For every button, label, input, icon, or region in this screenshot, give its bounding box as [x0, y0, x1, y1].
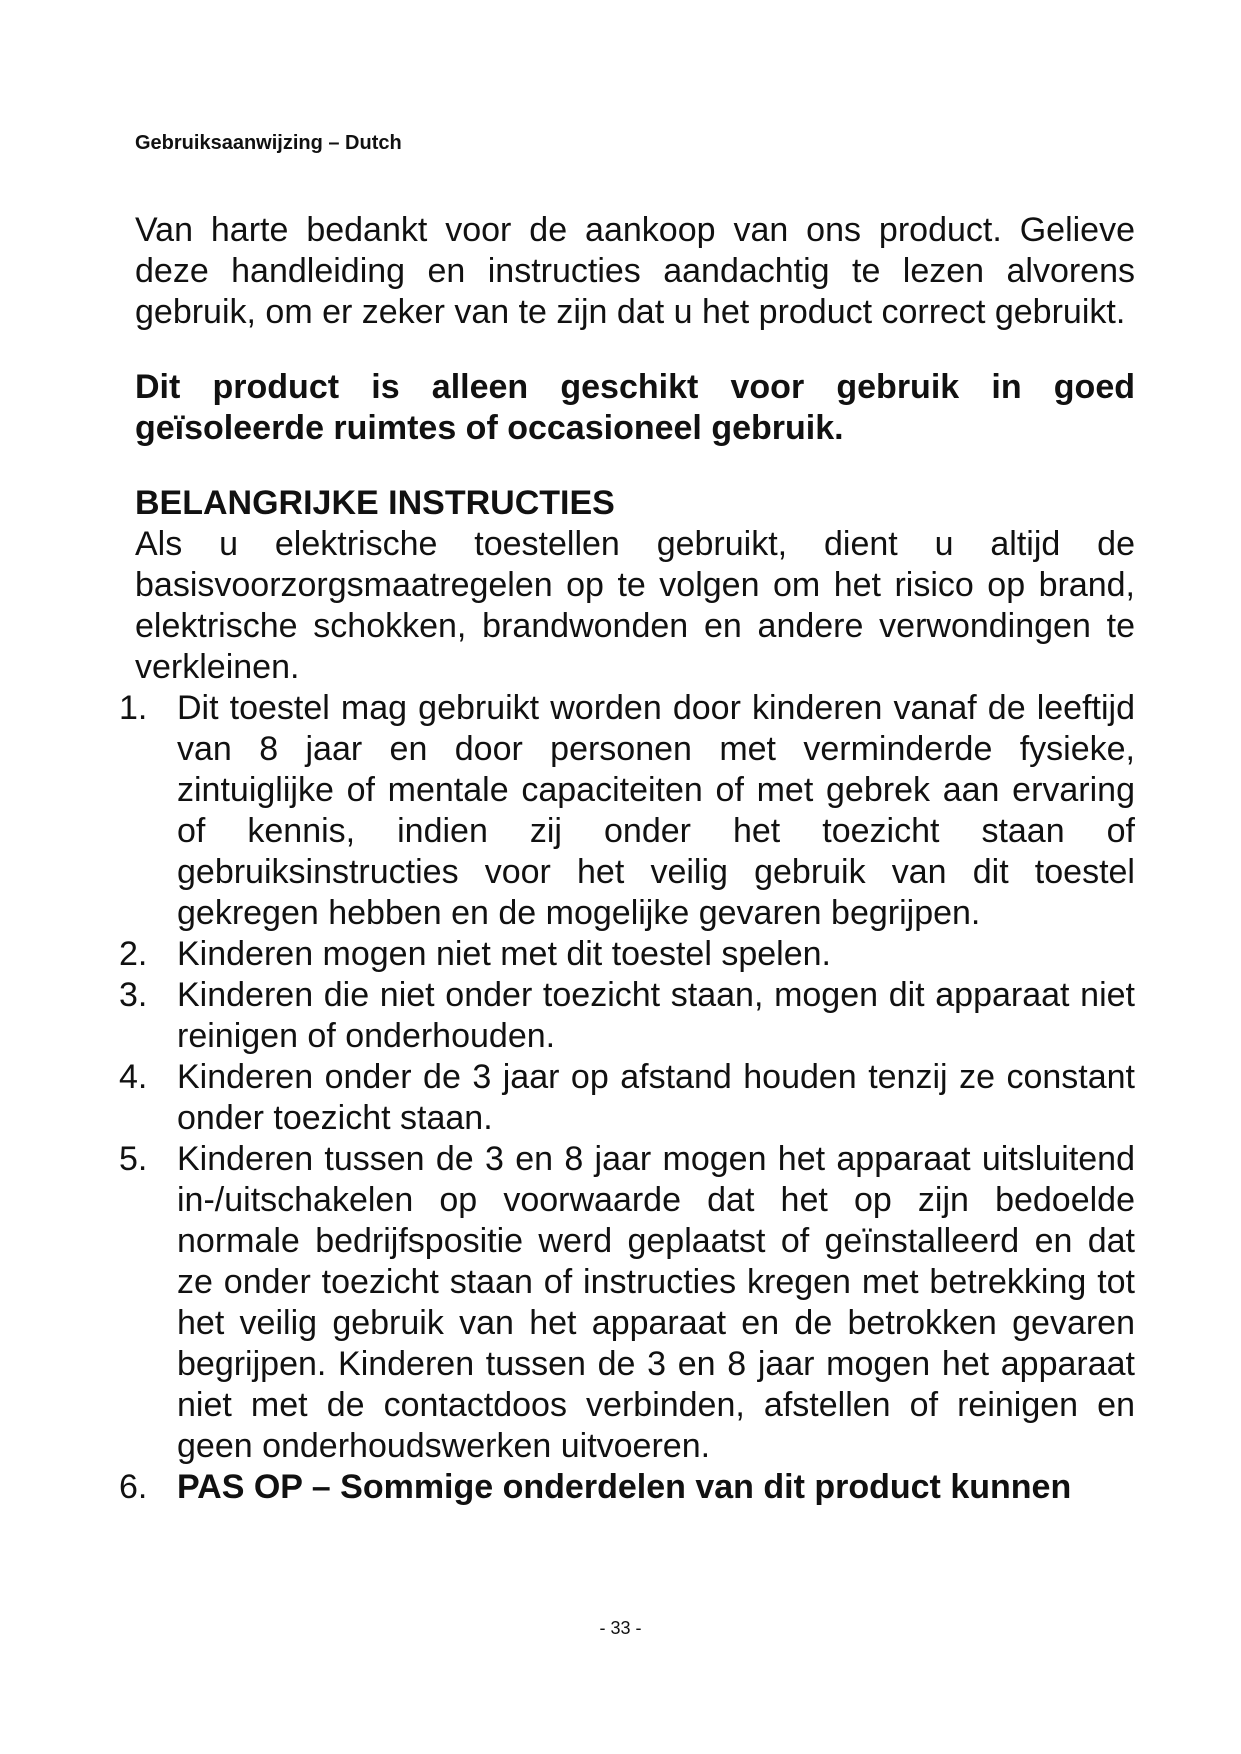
list-item [119, 934, 1135, 975]
warning-paragraph: Dit product is alleen geschikt voor gebruik in goed geïsoleerde ruimtes of occasioneel gebruik. [135, 368, 1135, 447]
list-item [119, 1139, 1135, 1467]
list-item [119, 975, 1135, 1057]
list-item-number: 3. [119, 976, 148, 1014]
list-item-number: 1. [119, 689, 148, 727]
instructions-list [119, 688, 1135, 1508]
list-item [119, 1467, 1135, 1508]
list-item-text: Kinderen mogen niet met dit toestel spelen. [177, 935, 831, 973]
list-item [119, 688, 1135, 934]
section-title: BELANGRIJKE INSTRUCTIES [135, 484, 615, 522]
list-item-text: Kinderen onder de 3 jaar op afstand houden tenzij ze constant onder toezicht staan. [177, 1058, 1135, 1137]
list-item [119, 1057, 1135, 1139]
list-item-text: Dit toestel mag gebruikt worden door kinderen vanaf de leeftijd van 8 jaar en door personen met verminderde fysieke, zintuiglijke of mentale capaciteiten of met gebrek aan ervaring of kennis, indien zij onder het toezicht staan of gebruiksinstructies voor het veilig gebruik van dit toestel gekregen hebben en de mogelijke gevaren begrijpen. [177, 689, 1135, 932]
section-intro-paragraph: Als u elektrische toestellen gebruikt, dient u altijd de basisvoorzorgsmaatregelen op te volgen om het risico op brand, elektrische schokken, brandwonden en andere verwondingen te verkleinen. [135, 525, 1135, 686]
list-item-text: Kinderen tussen de 3 en 8 jaar mogen het apparaat uitsluitend in-/uitschakelen op voorwaarde dat het op zijn bedoelde normale bedrijfspositie werd geplaatst of geïnstalleerd en dat ze onder toezicht staan of instructies kregen met betrekking tot het veilig gebruik van het apparaat en de betrokken gevaren begrijpen. Kinderen tussen de 3 en 8 jaar mogen het apparaat niet met de contactdoos verbinden, afstellen of reinigen en geen onderhoudswerken uitvoeren. [177, 1140, 1135, 1465]
intro-paragraph: Van harte bedankt voor de aankoop van ons product. Gelieve deze handleiding en instructies aandachtig te lezen alvorens gebruik, om er zeker van te zijn dat u het product correct gebruikt. [135, 211, 1135, 331]
list-item-text: Kinderen die niet onder toezicht staan, mogen dit apparaat niet reinigen of onderhouden. [177, 976, 1135, 1055]
list-item-number: 2. [119, 935, 148, 973]
list-item-text: PAS OP – Sommige onderdelen van dit product kunnen [177, 1468, 1072, 1506]
document-body [119, 210, 1135, 1508]
list-item-number: 5. [119, 1140, 148, 1178]
list-item-number: 6. [119, 1468, 148, 1506]
list-item-number: 4. [119, 1058, 148, 1096]
document-header: Gebruiksaanwijzing – Dutch [135, 132, 402, 154]
page-number: - 33 - [599, 1618, 642, 1638]
